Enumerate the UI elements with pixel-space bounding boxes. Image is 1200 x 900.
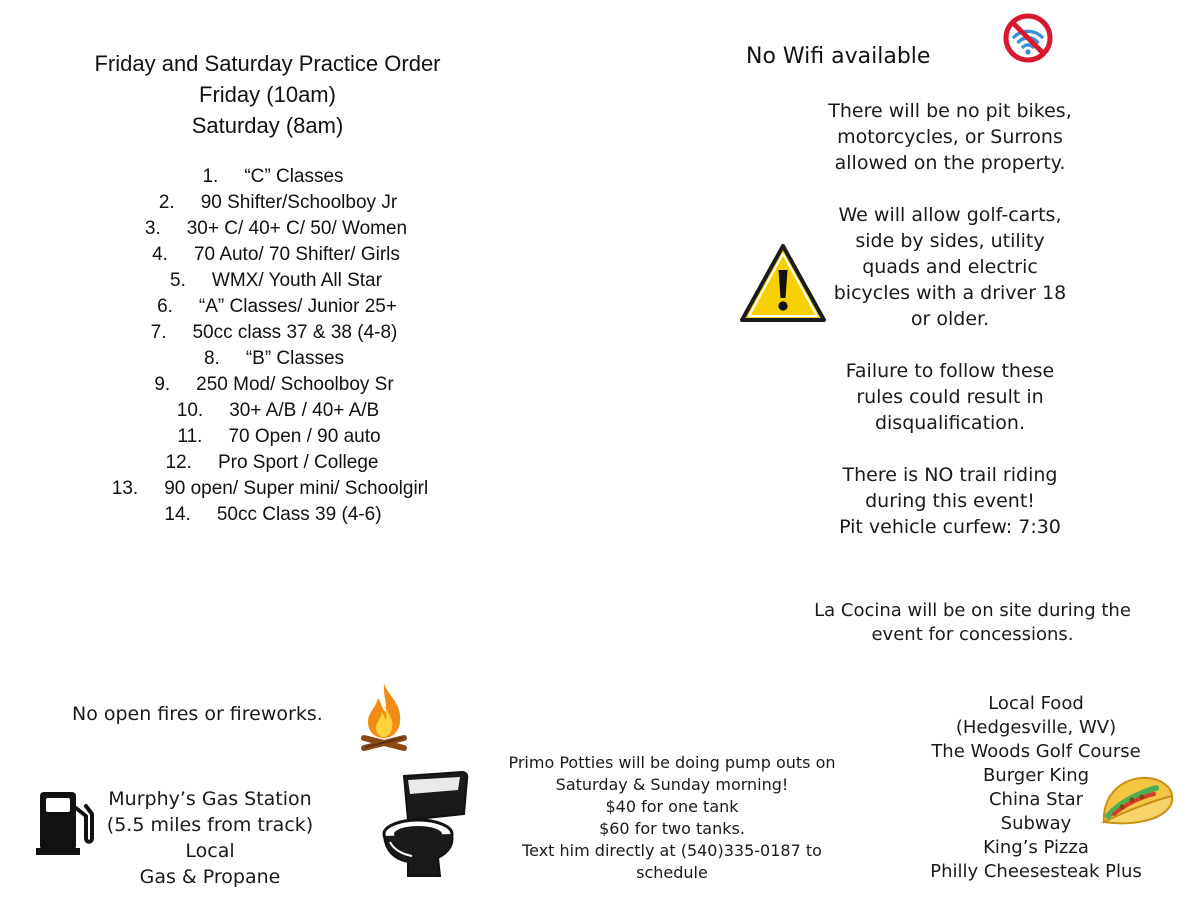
list-item: 9. 250 Mod/ Schoolboy Sr [154,374,394,395]
list-item: 8. “B” Classes [203,348,345,369]
practice-friday-time: Friday (10am) [199,82,336,107]
list-item: 1. “C” Classes [202,166,344,187]
gas-station-info: Murphy’s Gas Station (5.5 miles from track) Local Gas & Propane [92,786,328,890]
campfire-icon [356,682,412,754]
list-item: 14. 50cc Class 39 (4-6) [164,504,382,525]
list-item: Burger King [982,765,1090,786]
list-item: 13. 90 open/ Super mini/ Schoolgirl [111,478,429,499]
gas-pump-icon [36,788,98,856]
list-item: Subway [1000,813,1072,834]
practice-order-list [0,164,540,528]
toilet-icon [378,770,470,880]
local-food-title: Local Food [988,693,1084,714]
rule-no-trail-riding: There is NO trail riding during this event! Pit vehicle curfew: 7:30 [839,464,1061,538]
list-item: The Woods Golf Course [931,741,1141,762]
list-item: 7. 50cc class 37 & 38 (4-8) [150,322,398,343]
property-rules [760,98,1140,566]
list-item: 6. “A” Classes/ Junior 25+ [157,296,397,317]
list-item: 5. WMX/ Youth All Star [170,270,382,291]
practice-saturday-time: Saturday (8am) [191,113,344,138]
list-item: 10. 30+ A/B / 40+ A/B [176,400,380,421]
list-item: 11. 70 Open / 90 auto [177,426,381,447]
list-item: King’s Pizza [983,837,1089,858]
contact-phone: Text him directly at (540)335-0187 to [522,841,822,860]
list-item: Philly Cheesesteak Plus [930,861,1142,882]
rule-no-pit-bikes: There will be no pit bikes, motorcycles, or Surrons allowed on the property. [828,100,1072,174]
list-item: 12. Pro Sport / College [165,452,379,473]
practice-header [40,48,495,141]
gas-station-name: Murphy’s Gas Station [108,788,312,810]
portable-toilet-info: Primo Potties will be doing pump outs on Saturday & Sunday morning! $40 for one tank $60 for two tanks. Text him directly at (540)335-0187 to schedule [482,752,862,884]
practice-title: Friday and Saturday Practice Order [94,51,441,76]
local-food-location: (Hedgesville, WV) [955,717,1117,738]
list-item: 3. 30+ C/ 40+ C/ 50/ Women [144,218,408,239]
concessions-notice: La Cocina will be on site during the event for concessions. [814,600,1131,645]
gas-station-distance: (5.5 miles from track) [106,814,314,836]
no-fires-notice: No open fires or fireworks. [72,703,323,725]
warning-icon [738,242,828,324]
rule-disqualification: Failure to follow these rules could result in disqualification. [845,360,1055,434]
no-wifi-notice: No Wifi available [746,44,931,69]
rule-allowed-vehicles: We will allow golf-carts, side by sides, utility quads and electric bicycles with a driver 18 or older. [833,204,1067,330]
list-item: China Star [988,789,1084,810]
list-item: 4. 70 Auto/ 70 Shifter/ Girls [152,244,400,265]
taco-icon [1098,770,1176,828]
no-wifi-icon [1002,12,1054,64]
list-item: 2. 90 Shifter/Schoolboy Jr [158,192,398,213]
